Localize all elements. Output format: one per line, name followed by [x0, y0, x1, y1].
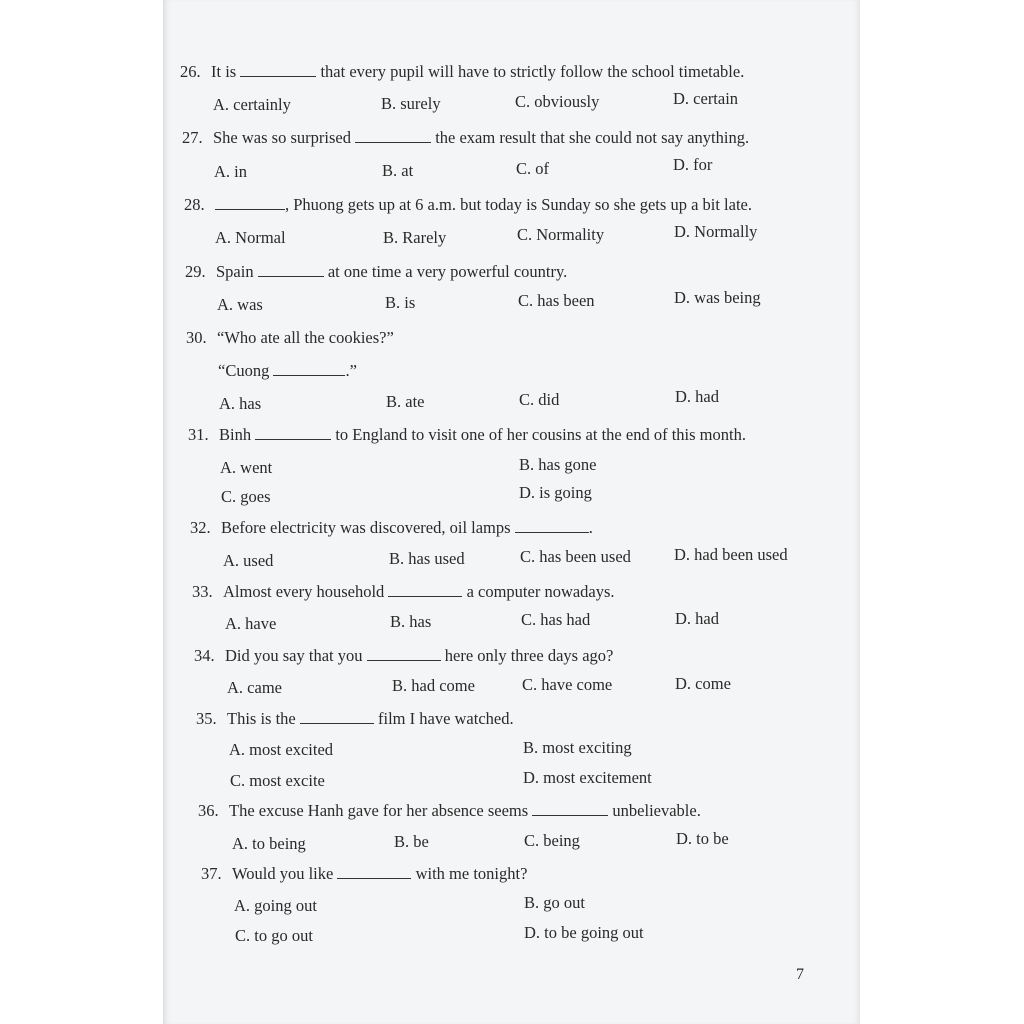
option-b: B. had come	[392, 676, 475, 695]
page-number: 7	[796, 966, 804, 983]
option-c: C. have come	[522, 675, 613, 694]
option-a: A. was	[217, 295, 263, 314]
option-a: A. in	[214, 162, 247, 181]
option-a: A. went	[220, 458, 273, 477]
answer-blank	[388, 582, 462, 597]
option-b: B. surely	[381, 94, 441, 113]
answer-blank	[273, 361, 345, 376]
option-c: C. being	[524, 831, 580, 850]
option-a: A. going out	[234, 896, 317, 915]
option-c: C. obviously	[515, 92, 600, 111]
option-c: C. Normality	[517, 225, 605, 244]
option-d: D. to be going out	[524, 923, 644, 942]
option-c: C. has been	[518, 291, 595, 310]
option-d: D. had been used	[674, 545, 788, 564]
answer-blank	[367, 646, 441, 661]
question-26: 26. It is that every pupil will have to strictly follow the school timetable.	[180, 62, 745, 81]
option-d: D. was being	[674, 288, 761, 307]
question-30: 30. “Who ate all the cookies?”	[186, 328, 394, 347]
answer-blank	[300, 709, 374, 724]
option-a: A. most excited	[229, 740, 334, 759]
option-b: B. is	[385, 293, 416, 312]
option-c: C. has had	[521, 610, 591, 629]
answer-blank	[240, 62, 316, 77]
option-a: A. has	[219, 394, 262, 413]
question-30-reply: “Cuong .”	[218, 361, 357, 380]
question-35: 35. This is the film I have watched.	[196, 709, 514, 728]
question-28: 28. , Phuong gets up at 6 a.m. but today is Sunday so she gets up a bit late.	[184, 195, 752, 214]
option-b: B. Rarely	[383, 228, 447, 247]
question-33: 33. Almost every household a computer nowadays.	[192, 582, 615, 601]
option-b: B. has gone	[519, 455, 597, 474]
option-d: D. had	[675, 609, 719, 628]
option-c: C. of	[516, 159, 549, 178]
answer-blank	[515, 518, 589, 533]
option-a: A. to being	[232, 834, 306, 853]
option-d: D. most excitement	[523, 768, 652, 787]
answer-blank	[532, 801, 608, 816]
answer-blank	[215, 195, 285, 210]
answer-blank	[337, 864, 411, 879]
option-d: D. certain	[673, 89, 739, 108]
option-b: B. go out	[524, 893, 585, 912]
question-29: 29. Spain at one time a very powerful country.	[185, 262, 568, 281]
question-32: 32. Before electricity was discovered, oil lamps .	[190, 518, 593, 537]
option-a: A. used	[223, 551, 274, 570]
option-b: B. has used	[389, 549, 465, 568]
question-34: 34. Did you say that you here only three days ago?	[194, 646, 614, 665]
option-c: C. most excite	[230, 771, 325, 790]
option-a: A. came	[227, 678, 282, 697]
answer-blank	[258, 262, 324, 277]
option-d: D. for	[673, 155, 713, 174]
option-c: C. to go out	[235, 926, 313, 945]
option-a: A. certainly	[213, 95, 291, 114]
option-b: B. be	[394, 832, 429, 851]
option-d: D. Normally	[674, 222, 758, 241]
option-d: D. had	[675, 387, 719, 406]
option-a: A. have	[225, 614, 277, 633]
option-b: B. most exciting	[523, 738, 632, 757]
option-c: C. goes	[221, 487, 271, 506]
option-c: C. did	[519, 390, 560, 409]
option-b: B. ate	[386, 392, 425, 411]
answer-blank	[255, 425, 331, 440]
option-a: A. Normal	[215, 228, 286, 247]
option-b: B. at	[382, 161, 414, 180]
question-37: 37. Would you like with me tonight?	[201, 864, 528, 883]
question-27: 27. She was so surprised the exam result that she could not say anything.	[182, 128, 750, 147]
option-c: C. has been used	[520, 547, 631, 566]
option-d: D. come	[675, 674, 731, 693]
option-d: D. to be	[676, 829, 729, 848]
question-36: 36. The excuse Hanh gave for her absence seems unbelievable.	[198, 801, 701, 820]
option-b: B. has	[390, 612, 432, 631]
question-31: 31. Binh to England to visit one of her cousins at the end of this month.	[188, 425, 746, 444]
option-d: D. is going	[519, 483, 592, 502]
answer-blank	[355, 128, 431, 143]
